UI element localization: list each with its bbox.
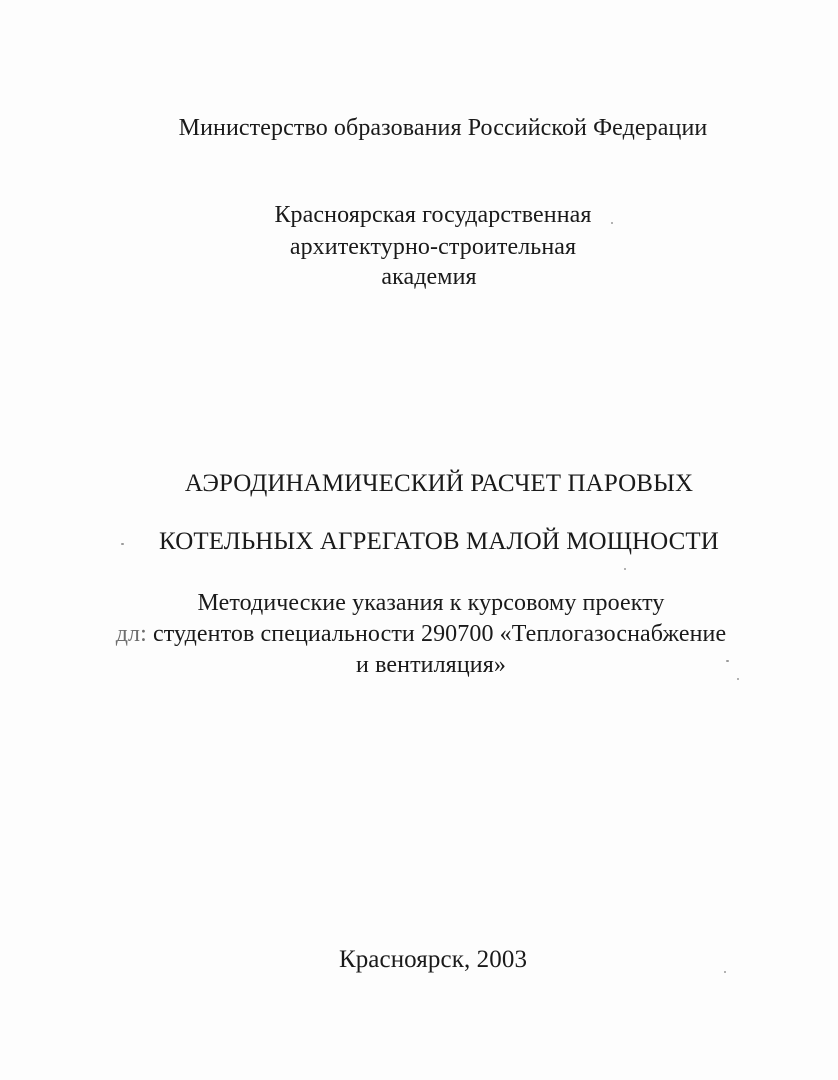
scan-speck [724, 971, 726, 973]
subtitle-line-2 [2, 620, 838, 648]
document-title-line-2: КОТЕЛЬНЫХ АГРЕГАТОВ МАЛОЙ МОЩНОСТИ [159, 528, 719, 555]
scan-speck [611, 222, 613, 224]
city-and-year: Красноярск, 2003 [338, 946, 528, 973]
organization-name-line-2: архитектурно-строительная [289, 234, 577, 260]
document-title-line-1: АЭРОДИНАМИЧЕСКИЙ РАСЧЕТ ПАРОВЫХ [184, 470, 694, 497]
subtitle-line-2-text: студентов специальности 290700 «Теплогазоснабжение [153, 621, 727, 647]
scan-speck [624, 568, 626, 570]
subtitle-line-1: Методические указания к курсовому проекту [197, 590, 665, 616]
subtitle-line-2-prefix: дл: [115, 621, 147, 647]
scan-speck [121, 543, 124, 545]
subtitle-line-3: и вентиляция» [356, 652, 506, 678]
scan-speck [726, 660, 729, 662]
organization-name-line-1: Красноярская государственная [274, 202, 592, 228]
ministry-heading: Министерство образования Российской Федерации [178, 115, 708, 141]
scan-speck [737, 678, 739, 680]
organization-name-line-3: академия [381, 264, 477, 290]
